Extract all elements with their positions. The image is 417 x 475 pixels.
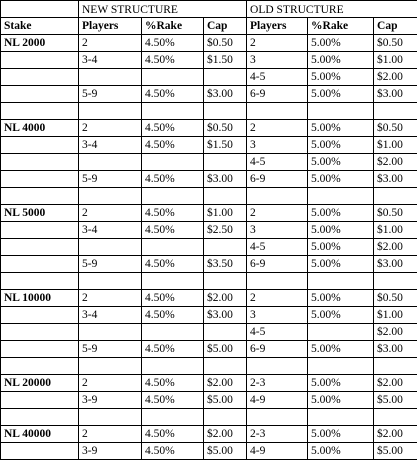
old-players-cell: 3	[247, 137, 308, 154]
stake-cell	[1, 256, 79, 273]
stake-cell	[1, 392, 79, 409]
new-cap-cell: $5.00	[204, 392, 247, 409]
old-rake-cell	[308, 358, 374, 375]
new-rake-cell	[142, 409, 204, 426]
new-rake-cell: 4.50%	[142, 392, 204, 409]
new-rake-cell: 4.50%	[142, 52, 204, 69]
old-cap-cell: $2.00	[374, 426, 417, 443]
stake-cell	[1, 154, 79, 171]
new-cap-cell	[204, 239, 247, 256]
new-players-cell	[79, 69, 142, 86]
old-cap-cell: $5.00	[374, 443, 417, 460]
old-cap-cell	[374, 188, 417, 205]
new-players-cell	[79, 239, 142, 256]
old-rake-cell: 5.00%	[308, 69, 374, 86]
table-row	[1, 392, 417, 409]
new-cap-cell	[204, 273, 247, 290]
new-players-cell: 2	[79, 426, 142, 443]
table-row	[1, 341, 417, 358]
new-rake-cell: 4.50%	[142, 205, 204, 222]
new-rake-cell	[142, 103, 204, 120]
stake-cell: NL 4000	[1, 120, 79, 137]
new-players-cell: 3-4	[79, 137, 142, 154]
old-players-cell: 6-9	[247, 341, 308, 358]
new-cap-cell	[204, 409, 247, 426]
table-row	[1, 171, 417, 188]
empty-corner-cell	[1, 1, 79, 18]
stake-cell	[1, 188, 79, 205]
new-rake-cell: 4.50%	[142, 137, 204, 154]
new-cap-column-header: Cap	[204, 18, 247, 35]
old-cap-cell: $2.00	[374, 154, 417, 171]
new-cap-cell	[204, 188, 247, 205]
stake-cell	[1, 86, 79, 103]
old-cap-cell: $2.00	[374, 375, 417, 392]
table-row	[1, 154, 417, 171]
new-rake-cell	[142, 324, 204, 341]
table-row	[1, 205, 417, 222]
new-players-cell	[79, 188, 142, 205]
new-players-cell	[79, 273, 142, 290]
group-header-row	[1, 1, 417, 18]
old-players-cell: 2	[247, 120, 308, 137]
old-players-cell: 4-9	[247, 392, 308, 409]
old-players-cell: 6-9	[247, 256, 308, 273]
new-cap-cell	[204, 69, 247, 86]
old-players-cell: 3	[247, 307, 308, 324]
new-players-cell: 3-4	[79, 222, 142, 239]
stake-cell	[1, 171, 79, 188]
old-rake-cell: 5.00%	[308, 239, 374, 256]
new-rake-cell: 4.50%	[142, 120, 204, 137]
table-row	[1, 426, 417, 443]
new-cap-cell: $1.50	[204, 137, 247, 154]
stake-cell: NL 5000	[1, 205, 79, 222]
old-players-cell	[247, 103, 308, 120]
stake-cell: NL 40000	[1, 426, 79, 443]
new-rake-cell	[142, 358, 204, 375]
table-row	[1, 443, 417, 460]
old-players-cell: 3	[247, 52, 308, 69]
old-cap-cell: $1.00	[374, 307, 417, 324]
stake-cell: NL 2000	[1, 35, 79, 52]
new-cap-cell: $3.50	[204, 256, 247, 273]
old-players-cell: 4-9	[247, 443, 308, 460]
stake-cell	[1, 222, 79, 239]
new-rake-cell	[142, 273, 204, 290]
new-players-cell: 5-9	[79, 171, 142, 188]
new-players-cell: 3-4	[79, 307, 142, 324]
old-rake-cell	[308, 103, 374, 120]
stake-cell	[1, 273, 79, 290]
table-row	[1, 69, 417, 86]
new-cap-cell	[204, 154, 247, 171]
new-cap-cell: $2.00	[204, 290, 247, 307]
old-rake-cell: 5.00%	[308, 52, 374, 69]
old-rake-cell	[308, 409, 374, 426]
old-rake-cell: 5.00%	[308, 154, 374, 171]
new-cap-cell: $0.50	[204, 120, 247, 137]
spacer-row	[1, 409, 417, 426]
old-rake-cell	[308, 188, 374, 205]
new-rake-cell	[142, 188, 204, 205]
old-players-cell	[247, 188, 308, 205]
old-cap-cell: $3.00	[374, 86, 417, 103]
new-rake-cell	[142, 239, 204, 256]
table-row	[1, 86, 417, 103]
stake-cell	[1, 69, 79, 86]
stake-cell	[1, 137, 79, 154]
stake-cell	[1, 324, 79, 341]
old-players-cell: 3	[247, 222, 308, 239]
new-rake-cell: 4.50%	[142, 426, 204, 443]
old-cap-cell: $2.00	[374, 69, 417, 86]
old-cap-cell: $1.00	[374, 222, 417, 239]
old-cap-cell: $0.50	[374, 35, 417, 52]
new-players-cell: 2	[79, 290, 142, 307]
old-cap-cell: $2.00	[374, 324, 417, 341]
old-rake-cell: 5.00%	[308, 86, 374, 103]
old-cap-cell	[374, 273, 417, 290]
old-rake-cell: 5.00%	[308, 426, 374, 443]
table-row	[1, 256, 417, 273]
old-rake-cell: 5.00%	[308, 205, 374, 222]
new-rake-cell: 4.50%	[142, 290, 204, 307]
stake-cell	[1, 358, 79, 375]
spacer-row	[1, 358, 417, 375]
new-players-cell	[79, 154, 142, 171]
old-players-cell: 2	[247, 290, 308, 307]
old-cap-cell	[374, 103, 417, 120]
new-rake-cell: 4.50%	[142, 222, 204, 239]
new-rake-cell: 4.50%	[142, 35, 204, 52]
new-cap-cell: $2.50	[204, 222, 247, 239]
old-rake-cell: 5.00%	[308, 307, 374, 324]
old-players-cell	[247, 358, 308, 375]
old-players-column-header: Players	[247, 18, 308, 35]
old-rake-cell: 5.00%	[308, 35, 374, 52]
new-cap-cell	[204, 103, 247, 120]
new-cap-cell: $3.00	[204, 307, 247, 324]
spacer-row	[1, 188, 417, 205]
column-header-row	[1, 18, 417, 35]
new-rake-cell: 4.50%	[142, 171, 204, 188]
old-rake-cell: 5.00%	[308, 137, 374, 154]
new-rake-cell	[142, 154, 204, 171]
new-players-cell: 5-9	[79, 86, 142, 103]
stake-cell	[1, 341, 79, 358]
table-row	[1, 239, 417, 256]
old-players-cell: 2	[247, 205, 308, 222]
old-rake-cell: 5.00%	[308, 171, 374, 188]
new-players-cell: 3-9	[79, 443, 142, 460]
old-cap-cell: $0.50	[374, 290, 417, 307]
new-rake-cell: 4.50%	[142, 341, 204, 358]
stake-cell: NL 10000	[1, 290, 79, 307]
spacer-row	[1, 273, 417, 290]
old-rake-cell: 5.00%	[308, 341, 374, 358]
new-cap-cell: $5.00	[204, 341, 247, 358]
old-cap-cell: $1.00	[374, 137, 417, 154]
new-players-cell: 5-9	[79, 256, 142, 273]
new-players-cell: 5-9	[79, 341, 142, 358]
old-players-cell: 2	[247, 35, 308, 52]
table-row	[1, 35, 417, 52]
stake-cell	[1, 307, 79, 324]
old-cap-cell: $2.00	[374, 239, 417, 256]
new-players-cell: 3-9	[79, 392, 142, 409]
new-cap-cell: $3.00	[204, 86, 247, 103]
old-cap-cell	[374, 358, 417, 375]
old-cap-cell: $1.00	[374, 52, 417, 69]
new-rake-cell: 4.50%	[142, 443, 204, 460]
old-rake-column-header: %Rake	[308, 18, 374, 35]
new-rake-cell: 4.50%	[142, 256, 204, 273]
new-players-cell: 2	[79, 120, 142, 137]
new-players-cell	[79, 409, 142, 426]
old-rake-cell	[308, 273, 374, 290]
old-rake-cell: 5.00%	[308, 290, 374, 307]
table-row	[1, 137, 417, 154]
old-players-cell: 2-3	[247, 426, 308, 443]
old-cap-cell: $3.00	[374, 171, 417, 188]
old-players-cell: 6-9	[247, 171, 308, 188]
old-cap-cell: $3.00	[374, 256, 417, 273]
new-players-cell: 2	[79, 205, 142, 222]
new-players-cell	[79, 103, 142, 120]
spacer-row	[1, 103, 417, 120]
new-rake-column-header: %Rake	[142, 18, 204, 35]
new-cap-cell	[204, 358, 247, 375]
new-cap-cell	[204, 324, 247, 341]
old-rake-cell: 5.00%	[308, 443, 374, 460]
stake-cell	[1, 443, 79, 460]
new-players-cell: 2	[79, 35, 142, 52]
table-row	[1, 290, 417, 307]
new-rake-cell: 4.50%	[142, 86, 204, 103]
new-rake-cell: 4.50%	[142, 375, 204, 392]
stake-column-header: Stake	[1, 18, 79, 35]
old-players-cell: 4-5	[247, 154, 308, 171]
stake-cell	[1, 52, 79, 69]
new-cap-cell: $1.50	[204, 52, 247, 69]
table-row	[1, 375, 417, 392]
new-structure-heading: NEW STRUCTURE	[79, 1, 247, 18]
stake-cell	[1, 103, 79, 120]
new-rake-cell	[142, 69, 204, 86]
old-players-cell: 2-3	[247, 375, 308, 392]
old-structure-heading: OLD STRUCTURE	[247, 1, 417, 18]
new-players-cell	[79, 324, 142, 341]
new-players-cell	[79, 358, 142, 375]
old-players-cell: 4-5	[247, 324, 308, 341]
old-cap-cell	[374, 409, 417, 426]
stake-cell: NL 20000	[1, 375, 79, 392]
old-cap-cell: $0.50	[374, 205, 417, 222]
new-players-column-header: Players	[79, 18, 142, 35]
old-cap-cell: $3.00	[374, 341, 417, 358]
new-cap-cell: $0.50	[204, 35, 247, 52]
stake-cell	[1, 239, 79, 256]
table-row	[1, 324, 417, 341]
old-players-cell: 6-9	[247, 86, 308, 103]
old-players-cell	[247, 273, 308, 290]
old-players-cell: 4-5	[247, 239, 308, 256]
new-cap-cell: $3.00	[204, 171, 247, 188]
table-row	[1, 222, 417, 239]
table-row	[1, 52, 417, 69]
new-rake-cell: 4.50%	[142, 307, 204, 324]
new-players-cell: 3-4	[79, 52, 142, 69]
stake-cell	[1, 409, 79, 426]
old-rake-cell: 5.00%	[308, 392, 374, 409]
old-rake-cell: 5.00%	[308, 222, 374, 239]
old-players-cell: 4-5	[247, 69, 308, 86]
table-row	[1, 120, 417, 137]
old-rake-cell	[308, 324, 374, 341]
old-rake-cell: 5.00%	[308, 256, 374, 273]
new-cap-cell: $1.00	[204, 205, 247, 222]
new-cap-cell: $5.00	[204, 443, 247, 460]
old-cap-cell: $0.50	[374, 120, 417, 137]
new-cap-cell: $2.00	[204, 426, 247, 443]
new-cap-cell: $2.00	[204, 375, 247, 392]
old-cap-column-header: Cap	[374, 18, 417, 35]
old-rake-cell: 5.00%	[308, 120, 374, 137]
old-rake-cell: 5.00%	[308, 375, 374, 392]
old-players-cell	[247, 409, 308, 426]
table-row	[1, 307, 417, 324]
old-cap-cell: $5.00	[374, 392, 417, 409]
new-players-cell: 2	[79, 375, 142, 392]
